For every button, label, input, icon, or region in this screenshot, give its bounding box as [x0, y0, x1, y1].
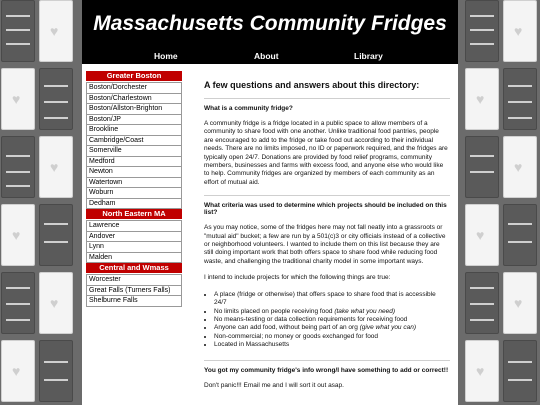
- location-link[interactable]: Watertown: [86, 178, 182, 189]
- list-item: [214, 333, 450, 341]
- fridge-icon: [1, 272, 35, 334]
- fridge-icon: [465, 0, 499, 62]
- fridge-icon: [465, 136, 499, 198]
- fridge-icon: [465, 272, 499, 334]
- location-link[interactable]: Medford: [86, 157, 182, 168]
- faq-answer: A community fridge is a fridge located in a public space to allow members of a community to share food with one another. Unlike traditional food pantries, people are encouraged to add to the fridge or take food out according to their individual needs. There are no limits imposed, no ID or paperwork required, and the fridges are typically open 24/7. Donations are provided by food relief programs, community members, businesses and farms with excess food, and anyone else who would like to help. Community fridges are organized by members of each community as an effort of mutual aid.: [204, 120, 448, 186]
- fridge-icon: [503, 68, 537, 130]
- location-link[interactable]: Boston/Charlestown: [86, 94, 182, 105]
- location-link[interactable]: Brookline: [86, 125, 182, 136]
- location-link[interactable]: Dedham: [86, 199, 182, 210]
- fridge-icon: [39, 340, 73, 402]
- location-link[interactable]: Worcester: [86, 274, 182, 286]
- fridge-icon: ♥: [465, 204, 499, 266]
- criteria-note: (take what you need): [334, 307, 396, 315]
- faq-answer: Don't panic!!! Email me and I will sort it out asap.: [204, 381, 344, 389]
- fridge-icon: [503, 340, 537, 402]
- fridge-icon: ♥: [39, 272, 73, 334]
- list-item: [214, 316, 450, 324]
- fridge-column: [464, 0, 500, 405]
- location-link[interactable]: Boston/Allston-Brighton: [86, 104, 182, 115]
- criteria-text: Anyone can add food, without being part of an org: [214, 324, 360, 332]
- divider: [204, 360, 450, 361]
- decorative-fridge-strip-right: [458, 0, 540, 405]
- location-link[interactable]: Shelburne Falls: [86, 296, 182, 307]
- location-link[interactable]: Malden: [86, 253, 182, 264]
- main-panel: [82, 0, 458, 405]
- criteria-text: Non-commercial; no money or goods exchanged for food: [214, 332, 379, 340]
- fridge-column: [0, 0, 36, 405]
- nav-about-link[interactable]: About: [254, 51, 279, 61]
- list-item: [214, 341, 450, 349]
- location-link[interactable]: Boston/Dorchester: [86, 82, 182, 94]
- divider: [204, 98, 450, 99]
- criteria-list: [204, 291, 450, 350]
- nav-home-link[interactable]: Home: [154, 51, 178, 61]
- criteria-text: No limits placed on people receiving food: [214, 307, 335, 315]
- criteria-text: No means-testing or data collection requirements for receiving food: [214, 315, 408, 323]
- location-link[interactable]: Lynn: [86, 242, 182, 253]
- faq-answer: I intend to include projects for which the following things are true:: [204, 274, 391, 282]
- fridge-icon: ♥: [503, 272, 537, 334]
- list-item: [214, 324, 450, 332]
- faq-question: What criteria was used to determine which projects should be included on this list?: [204, 202, 447, 217]
- page-heading: A few questions and answers about this directory:: [204, 80, 420, 90]
- location-link[interactable]: Somerville: [86, 146, 182, 157]
- location-sidebar: [86, 71, 182, 307]
- location-link[interactable]: Newton: [86, 167, 182, 178]
- fridge-icon: [39, 68, 73, 130]
- fridge-icon: ♥: [1, 340, 35, 402]
- faq-answer: As you may notice, some of the fridges here may not fall neatly into a grassroots or "mutual aid" bucket; a few are run by a 501(c)3 or city officials instead of a collective or neighborhood volunteers. I wanted to include them on this list because they are still doing important work that both offers space to share food while reducing food waste, and challenging the traditional charity model in some important ways.: [204, 224, 446, 265]
- criteria-text: Located in Massachusetts: [214, 341, 290, 349]
- fridge-column: [502, 0, 538, 405]
- faq-question: You got my community fridge's info wrong/I have something to add or correct!!: [204, 366, 449, 374]
- location-link[interactable]: Boston/JP: [86, 115, 182, 126]
- fridge-column: [38, 0, 74, 405]
- fridge-icon: ♥: [1, 204, 35, 266]
- fridge-icon: [39, 204, 73, 266]
- list-item: [214, 308, 450, 316]
- location-link[interactable]: Cambridge/Coast: [86, 136, 182, 147]
- faq-content: [204, 80, 450, 398]
- faq-question: What is a community fridge?: [204, 105, 293, 112]
- location-link[interactable]: Andover: [86, 232, 182, 243]
- header-bar: [82, 0, 458, 64]
- fridge-icon: ♥: [39, 136, 73, 198]
- location-link[interactable]: Great Falls (Turners Falls): [86, 286, 182, 297]
- criteria-note: (give what you can): [359, 324, 417, 332]
- fridge-icon: ♥: [503, 136, 537, 198]
- region-header-north-eastern-ma: North Eastern MA: [86, 209, 182, 219]
- fridge-icon: ♥: [465, 68, 499, 130]
- fridge-icon: [1, 0, 35, 62]
- fridge-icon: ♥: [1, 68, 35, 130]
- fridge-icon: [503, 204, 537, 266]
- main-nav: [82, 51, 458, 64]
- divider: [204, 195, 450, 196]
- decorative-fridge-strip-left: [0, 0, 82, 405]
- fridge-icon: ♥: [503, 0, 537, 62]
- fridge-icon: [1, 136, 35, 198]
- nav-library-link[interactable]: Library: [354, 51, 383, 61]
- location-link[interactable]: Lawrence: [86, 220, 182, 232]
- region-header-greater-boston: Greater Boston: [86, 71, 182, 81]
- list-item: [214, 291, 450, 308]
- region-header-central-wmass: Central and Wmass: [86, 263, 182, 273]
- criteria-text: A place (fridge or otherwise) that offers space to share food that is accessible 24/7: [214, 290, 436, 307]
- site-title: Massachusetts Community Fridges: [93, 12, 447, 35]
- location-link[interactable]: Woburn: [86, 188, 182, 199]
- fridge-icon: ♥: [39, 0, 73, 62]
- fridge-icon: ♥: [465, 340, 499, 402]
